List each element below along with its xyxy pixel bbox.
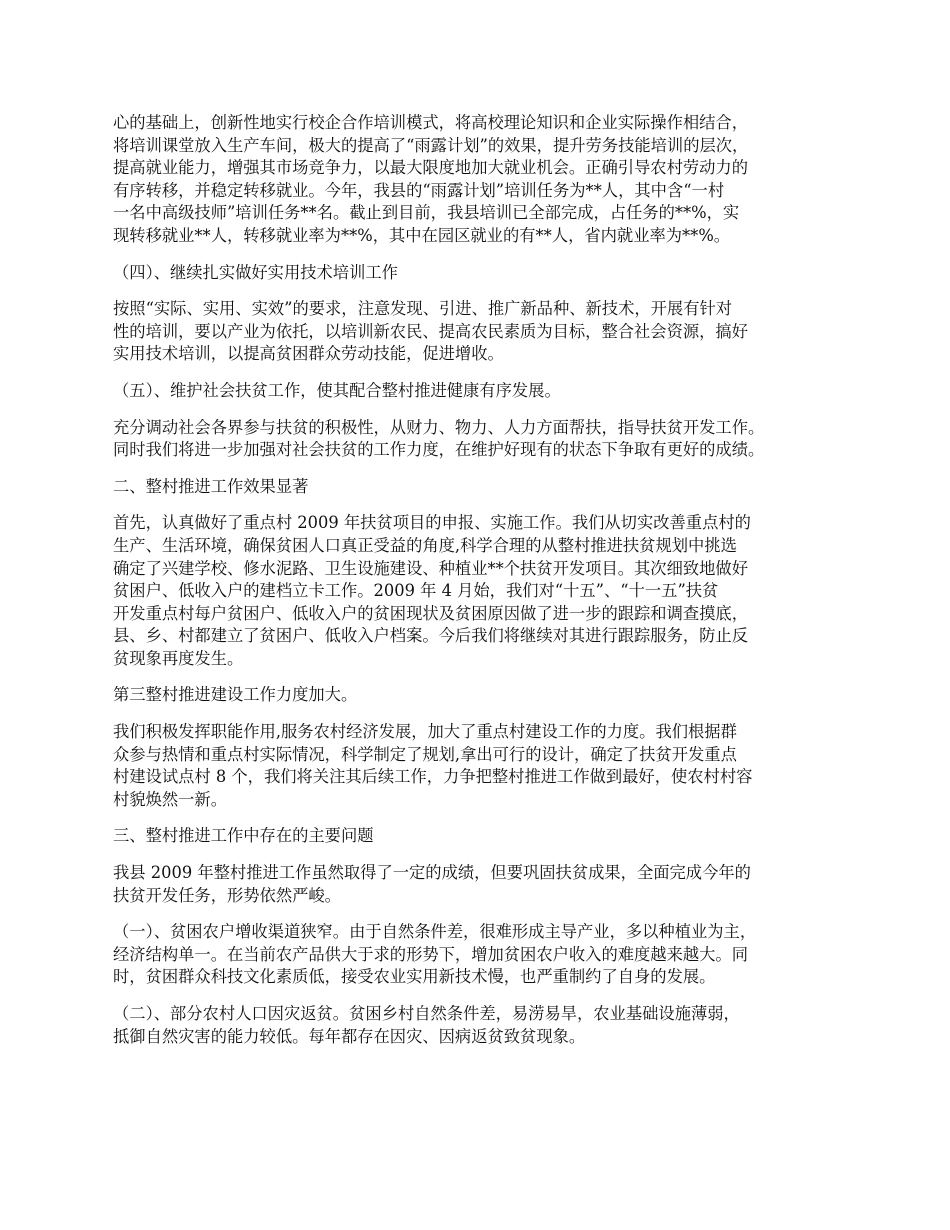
- text-line: （四）、继续扎实做好实用技术培训工作: [113, 262, 398, 282]
- paragraph: [113, 921, 853, 989]
- text-line: 三、整村推进工作中存在的主要问题: [113, 826, 374, 846]
- paragraph: [113, 298, 853, 366]
- text-line: （五）、维护社会扶贫工作，使其配合整村推进健康有序发展。: [113, 380, 561, 400]
- paragraph: [113, 825, 853, 848]
- text-line: 经济结构单一。在当前农产品供大于求的形势下，增加贫困农户收入的难度越来越大。同: [113, 944, 748, 964]
- text-line: 性的培训，要以产业为依托，以培训新农民、提高农民素质为目标，整合社会资源，搞好: [113, 321, 748, 341]
- paragraph: [113, 862, 853, 907]
- text-line: 开发重点村每户贫困户、低收入户的贫困现状及贫困原因做了进一步的跟踪和调查摸底，: [113, 603, 748, 623]
- document-body: [113, 112, 853, 1062]
- text-line: 我县 2009 年整村推进工作虽然取得了一定的成绩，但要巩固扶贫成果，全面完成今年的: [113, 863, 751, 883]
- text-line: 贫困户、低收入户的建档立卡工作。2009 年 4 月始，我们对“十五”、“十一五”扶贫: [113, 581, 719, 601]
- text-line: 县、乡、村都建立了贫困户、低收入户档案。今后我们将继续对其进行跟踪服务，防止反: [113, 626, 748, 646]
- text-line: 时，贫困群众科技文化素质低，接受农业实用新技术慢，也严重制约了自身的发展。: [113, 967, 716, 987]
- text-line: 贫现象再度发生。: [113, 648, 244, 668]
- text-line: 扶贫开发任务，形势依然严峻。: [113, 885, 341, 905]
- paragraph: [113, 1003, 853, 1048]
- text-line: 村貌焕然一新。: [113, 789, 227, 809]
- paragraph: [113, 380, 853, 403]
- paragraph: [113, 721, 853, 811]
- text-line: 将培训课堂放入生产车间，极大的提高了“雨露计划”的效果，提升劳务技能培训的层次，: [113, 135, 749, 155]
- text-line: 第三整村推进建设工作力度加大。: [113, 685, 358, 705]
- text-line: （一）、贫困农户增收渠道狭窄。由于自然条件差，很难形成主导产业，多以种植业为主，: [113, 922, 757, 942]
- text-line: 现转移就业**人，转移就业率为**%，其中在园区就业的有**人，省内就业率为**%。: [113, 225, 731, 245]
- text-line: （二）、部分农村人口因灾返贫。贫困乡村自然条件差，易涝易旱，农业基础设施薄弱，: [113, 1004, 740, 1023]
- paragraph: [113, 684, 853, 707]
- text-line: 首先，认真做好了重点村 2009 年扶贫项目的申报、实施工作。我们从切实改善重点村的: [113, 513, 751, 533]
- text-line: 生产、生活环境，确保贫困人口真正受益的角度,科学合理的从整村推进扶贫规划中挑选: [113, 535, 737, 555]
- text-line: 一名中高级技师”培训任务**名。截止到目前，我县培训已全部完成，占任务的**%，实: [113, 203, 740, 223]
- text-line: 确定了兴建学校、修水泥路、卫生设施建设、种植业**个扶贫开发项目。其次细致地做好: [113, 558, 748, 578]
- text-line: 有序转移，并稳定转移就业。今年，我县的“雨露计划”培训任务为**人，其中含“一村: [113, 180, 725, 200]
- text-line: 实用技术培训，以提高贫困群众劳动技能，促进增收。: [113, 344, 504, 364]
- paragraph: [113, 512, 853, 670]
- text-line: 充分调动社会各界参与扶贫的积极性，从财力、物力、人力方面帮扶，指导扶贫开发工作。: [113, 417, 765, 437]
- paragraph: [113, 112, 853, 248]
- paragraph: [113, 476, 853, 499]
- paragraph: [113, 262, 853, 285]
- text-line: 我们积极发挥职能作用,服务农村经济发展，加大了重点村建设工作的力度。我们根据群: [113, 722, 737, 742]
- text-line: 众参与热情和重点村实际情况，科学制定了规划,拿出可行的设计，确定了扶贫开发重点: [113, 744, 737, 764]
- text-line: 二、整村推进工作效果显著: [113, 476, 309, 496]
- text-line: 按照“实际、实用、实效”的要求，注意发现、引进、推广新品种、新技术，开展有针对: [113, 299, 733, 319]
- text-line: 提高就业能力，增强其市场竞争力，以最大限度地加大就业机会。正确引导农村劳动力的: [113, 158, 748, 178]
- text-line: 抵御自然灾害的能力较低。每年都存在因灾、因病返贫致贫现象。: [113, 1026, 586, 1046]
- paragraph: [113, 417, 853, 462]
- text-line: 心的基础上，创新性地实行校企合作培训模式，将高校理论知识和企业实际操作相结合，: [113, 113, 748, 132]
- text-line: 同时我们将进一步加强对社会扶贫的工作力度，在维护好现有的状态下争取有更好的成绩。: [113, 440, 765, 460]
- text-line: 村建设试点村 8 个，我们将关注其后续工作，力争把整村推进工作做到最好，使农村村容: [113, 767, 753, 787]
